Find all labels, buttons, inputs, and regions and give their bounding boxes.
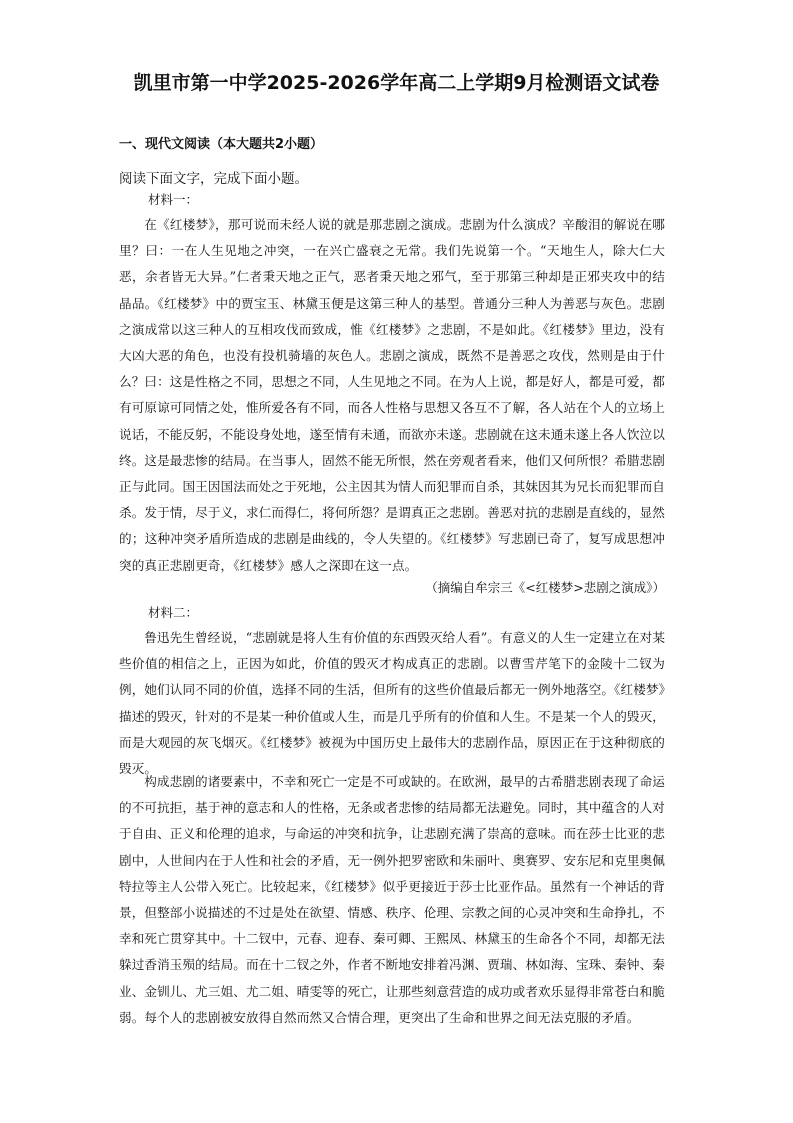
document-title: 凯里市第一中学2025-2026学年高二上学期9月检测语文试卷 xyxy=(133,72,660,94)
material1-paragraph: 在《红楼梦》，那可说而未经人说的就是那悲剧之演成。悲剧为什么演成？辛酸泪的解说在哪里？曰：一在人生见地之冲突，一在兴亡盛衰之无常。我们先说第一个。“天地生人，除大仁大恶，余者皆无大异。”仁者秉天地之正气，恶者秉天地之邪气，至于那第三种却是正邪夹攻中的结晶品。《红楼梦》中的贾宝玉、林黛玉便是这第三种人的基型。普通分三种人为善恶与灰色。悲剧之演成常以这三种人的互相攻伐而致成，惟《红楼梦》之悲剧，不是如此。《红楼梦》里边，没有大凶大恶的角色，也没有投机骑墙的灰色人。悲剧之演成，既然不是善恶之攻伐，然则是由于什么？曰：这是性格之不同，思想之不同，人生见地之不同。在为人上说，都是好人，都是可爱，都有可原谅可同情之处，惟所爱各有不同，而各人性格与思想又各互不了解，各人站在个人的立场上说话，不能反躬，不能设身处地，遂至情有未通，而欲亦未遂。悲剧就在这未通未遂上各人饮泣以终。这是最悲惨的结局。在当事人，固然不能无所恨，然在旁观者看来，他们又何所恨？希腊悲剧正与此同。国王因国法而处之于死地，公主因其为情人而犯罪而自杀，其妹因其为兄长而犯罪而自杀。发于情，尽于义，求仁而得仁，将何所怨？是谓真正之悲剧。善恶对抗的悲剧是直线的，显然的；这种冲突矛盾所造成的悲剧是曲线的，令人失望的。《红楼梦》写悲剧已奇了，复写成思想冲突的真正悲剧更奇，《红楼梦》感人之深即在这一点。 xyxy=(119,217,665,573)
material2-paragraph-2: 构成悲剧的诸要素中，不幸和死亡一定是不可或缺的。在欧洲，最早的古希腊悲剧表现了命运的不可抗拒，基于神的意志和人的性格，无条或者悲惨的结局都无法避免。同时，其中蕴含的人对于自由、正义和伦理的追求，与命运的冲突和抗争，让悲剧充满了崇高的意味。而在莎士比亚的悲剧中，人世间内在于人性和社会的矛盾，无一例外把罗密欧和朱丽叶、奥赛罗、安东尼和克里奥佩特拉等主人公带入死亡。比较起来，《红楼梦》似乎更接近于莎士比亚作品。虽然有一个神话的背景，但整部小说描述的不过是处在欲望、情感、秩序、伦理、宗教之间的心灵冲突和生命挣扎，不幸和死亡贯穿其中。十二钗中，元春、迎春、秦可卿、王熙凤、林黛玉的生命各个不同，却都无法躲过香消玉殒的结局。而在十二钗之外，作者不断地安排着冯渊、贾瑞、林如海、宝珠、秦钟、秦业、金钏儿、尤三姐、尤二姐、晴雯等的死亡，让那些刻意营造的成功或者欢乐显得非常苍白和脆弱。每个人的悲剧被安放得自然而然又合情合理，更突出了生命和世界之间无法克服的矛盾。 xyxy=(119,774,665,1025)
material2-label: 材料二： xyxy=(148,605,199,620)
material1-source-citation: （摘编自牟宗三《<红楼梦>悲剧之演成》） xyxy=(425,580,665,595)
material1-label: 材料一： xyxy=(148,192,199,207)
material2-paragraph-1: 鲁迅先生曾经说，“悲剧就是将人生有价值的东西毁灭给人看”。有意义的人生一定建立在对某些价值的相信之上，正因为如此，价值的毁灭才构成真正的悲剧。以曹雪芹笔下的金陵十二钗为例，她们认同不同的价值，选择不同的生活，但所有的这些价值最后都无一例外地落空。《红楼梦》描述的毁灭，针对的不是某一种价值或人生，而是几乎所有的价值和人生。不是某一个人的毁灭，而是大观园的灰飞烟灭。《红楼梦》被视为中国历史上最伟大的悲剧作品，原因正在于这种彻底的毁灭。 xyxy=(119,630,666,777)
section-heading: 一、现代文阅读（本大题共2小题） xyxy=(119,137,324,152)
reading-instruction: 阅读下面文字，完成下面小题。 xyxy=(119,171,308,187)
